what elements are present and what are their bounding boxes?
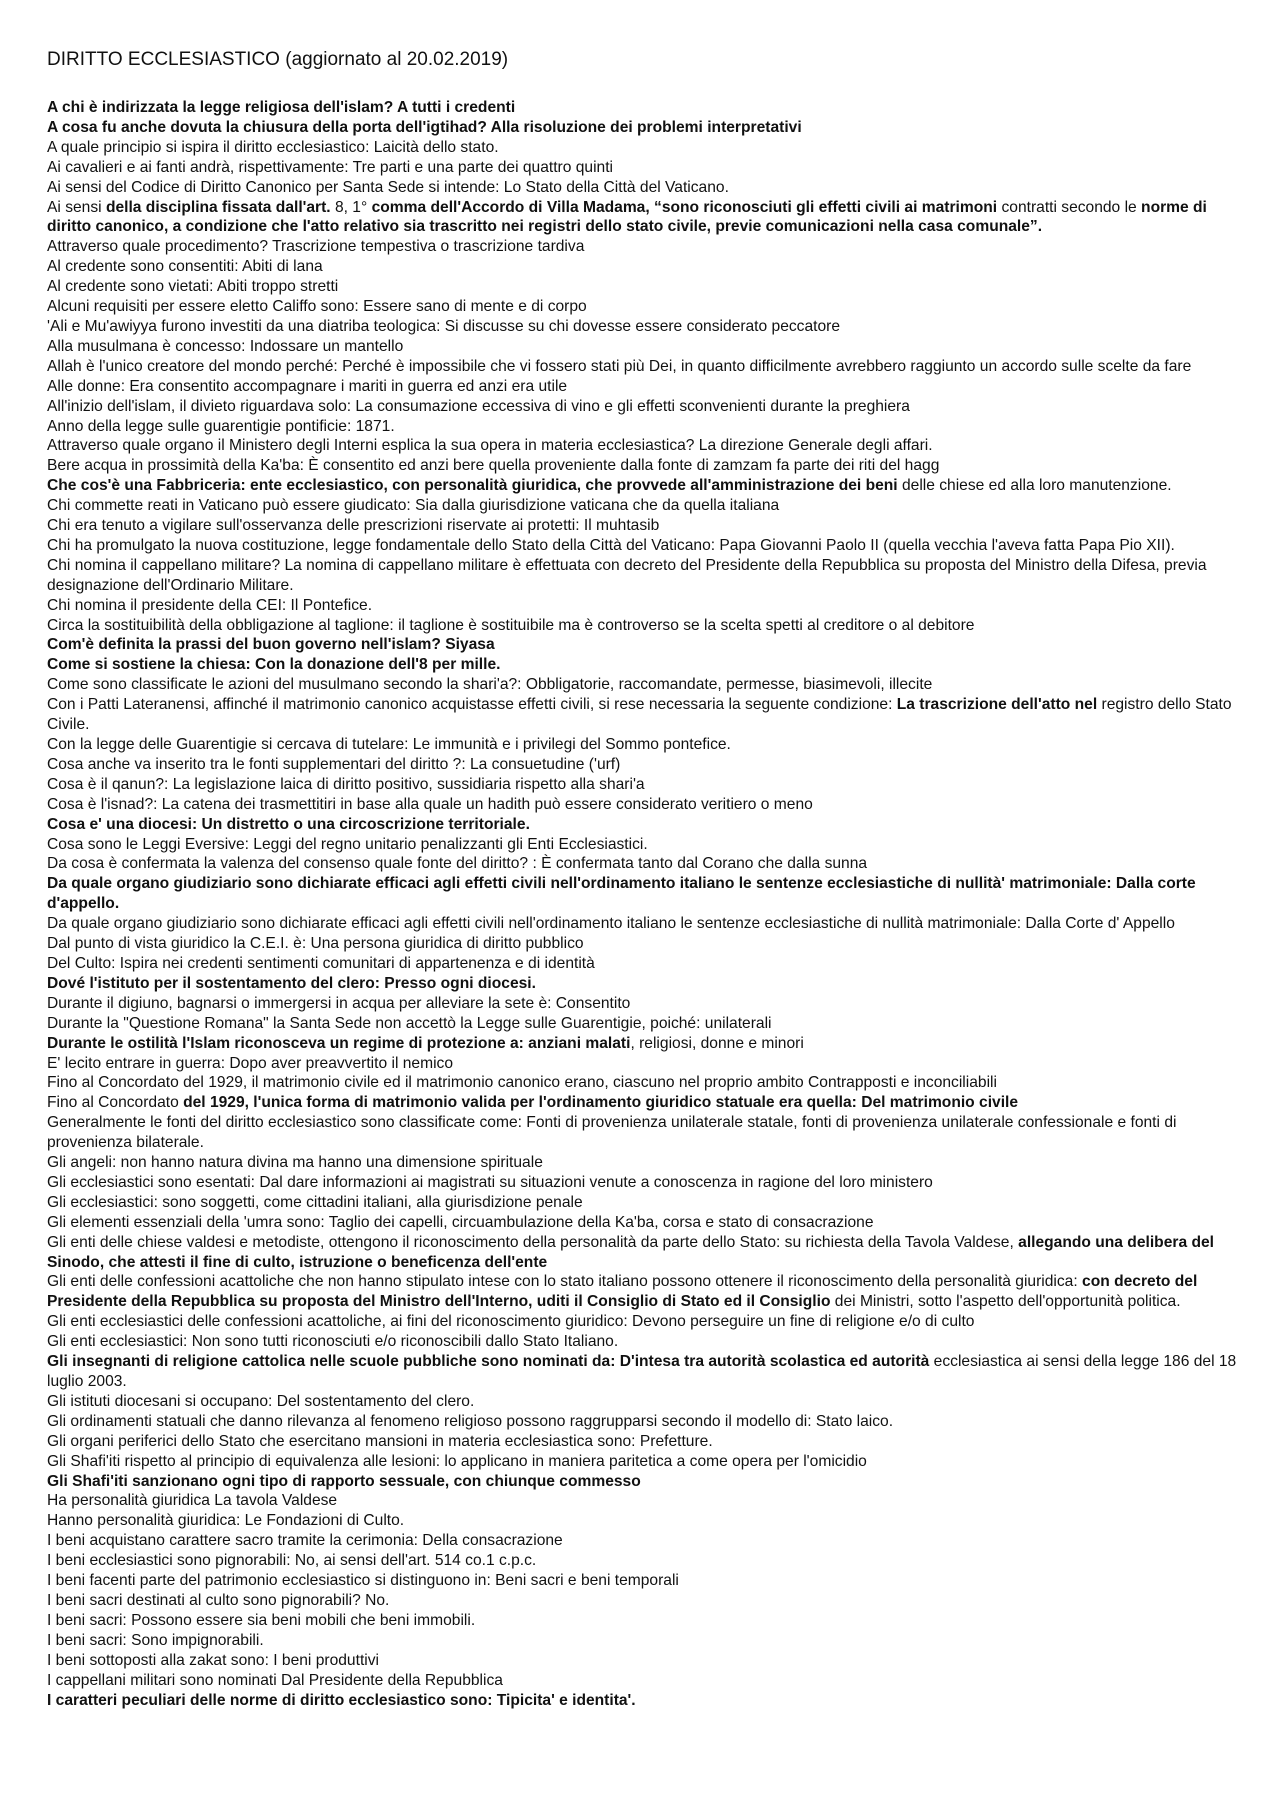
question-line	[47, 954, 1237, 974]
line-text: Chi era tenuto a vigilare sull'osservanza delle prescrizioni riservate ai protetti: Il muhtasib	[47, 517, 660, 535]
question-line	[47, 1511, 1237, 1531]
question-line	[47, 138, 1237, 158]
question-line	[47, 297, 1237, 317]
line-text: Cosa sono le Leggi Eversive: Leggi del regno unitario penalizzanti gli Enti Ecclesiastici.	[47, 835, 648, 853]
line-text: Attraverso quale procedimento? Trascrizione tempestiva o trascrizione tardiva	[47, 238, 585, 256]
question-line	[47, 914, 1237, 934]
line-text: contratti secondo le	[997, 198, 1142, 216]
question-line	[47, 775, 1237, 795]
line-text: Ai sensi	[47, 198, 106, 216]
line-text: Da quale organo giudiziario sono dichiarate efficaci agli effetti civili nell'ordinamento italiano le sentenze ecclesiastiche di nullità' matrimoniale: Dalla corte d'appello.	[47, 875, 1196, 913]
line-text: Circa la sostituibilità della obbligazione al taglione: il taglione è sostituibile ma è controverso se la scelta spetti al creditore o al debitore	[47, 616, 975, 634]
question-line	[47, 1034, 1237, 1054]
line-text: Chi commette reati in Vaticano può essere giudicato: Sia dalla giurisdizione vaticana che da quella italiana	[47, 497, 780, 515]
question-line	[47, 1173, 1237, 1193]
line-text: 'Ali e Mu'awiyya furono investiti da una diatriba teologica: Si discusse su chi dovesse essere considerato peccatore	[47, 317, 840, 335]
line-text: Cosa e' una diocesi: Un distretto o una circoscrizione territoriale.	[47, 815, 530, 833]
question-line	[47, 1531, 1237, 1551]
line-text: Come si sostiene la chiesa: Con la donazione dell'8 per mille.	[47, 656, 501, 674]
line-text: Ai cavalieri e ai fanti andrà, rispettivamente: Tre parti e una parte dei quattro quinti	[47, 158, 614, 176]
line-text: La trascrizione dell'atto nel	[896, 696, 1098, 714]
question-line	[47, 1412, 1237, 1432]
line-text: dei Ministri, sotto l'aspetto dell'opportunità politica.	[830, 1293, 1181, 1311]
line-text: Com'è definita la prassi del buon governo nell'islam? Siyasa	[47, 636, 495, 654]
question-line	[47, 476, 1237, 496]
line-text: Ai sensi del Codice di Diritto Canonico per Santa Sede si intende: Lo Stato della Città del Vaticano.	[47, 178, 729, 196]
question-line	[47, 237, 1237, 257]
question-line	[47, 1631, 1237, 1651]
question-line	[47, 655, 1237, 675]
line-text: I beni sacri: Possono essere sia beni mobili che beni immobili.	[47, 1611, 476, 1629]
line-text: Ha personalità giuridica La tavola Valdese	[47, 1492, 338, 1510]
question-line	[47, 835, 1237, 855]
line-text: Del Culto: Ispira nei credenti sentimenti comunitari di appartenenza e di identità	[47, 954, 595, 972]
question-line	[47, 795, 1237, 815]
line-text: Gli Shafi'iti sanzionano ogni tipo di rapporto sessuale, con chiunque commesso	[47, 1472, 641, 1490]
question-line	[47, 417, 1237, 437]
line-text: con decreto del Presidente della Repubblica su proposta del Ministro dell'Interno, uditi il Consiglio di Stato ed il Consiglio	[47, 1273, 1198, 1311]
question-line	[47, 1611, 1237, 1631]
question-line	[47, 755, 1237, 775]
question-line	[47, 854, 1237, 874]
line-text: Fino al Concordato del 1929, il matrimonio civile ed il matrimonio canonico erano, ciascuno nel proprio ambito Contrapposti e inconciliabili	[47, 1074, 997, 1092]
line-text: 8, 1°	[330, 198, 372, 216]
question-line	[47, 735, 1237, 755]
question-line	[47, 198, 1237, 238]
question-line	[47, 118, 1237, 138]
question-line	[47, 1014, 1237, 1034]
line-text: Gli enti ecclesiastici delle confessioni acattoliche, ai fini del riconoscimento giuridico: Devono perseguire un fine di religione e/o di culto	[47, 1313, 975, 1331]
line-text: I beni facenti parte del patrimonio ecclesiastico si distinguono in: Beni sacri e beni temporali	[47, 1572, 679, 1590]
line-text: delle chiese ed alla loro manutenzione.	[897, 477, 1172, 495]
line-text: A chi è indirizzata la legge religiosa dell'islam? A tutti i credenti	[47, 99, 516, 116]
line-text: I beni ecclesiastici sono pignorabili: No, ai sensi dell'art. 514 co.1 c.p.c.	[47, 1552, 537, 1570]
line-text: Durante le ostilità l'Islam riconosceva un regime di protezione a: anziani malati	[47, 1034, 631, 1052]
document-title: DIRITTO ECCLESIASTICO (aggiornato al 20.02.2019)	[47, 49, 509, 70]
question-line	[47, 337, 1237, 357]
line-text: , religiosi, donne e minori	[630, 1034, 804, 1052]
line-text: Cosa è il qanun?: La legislazione laica di diritto positivo, sussidiaria rispetto alla shari'a	[47, 775, 645, 793]
line-text: Al credente sono consentiti: Abiti di lana	[47, 258, 323, 276]
question-line	[47, 1551, 1237, 1571]
question-line	[47, 496, 1237, 516]
line-text: Allah è l'unico creatore del mondo perché: Perché è impossibile che vi fossero stati più Dei, in quanto difficilmente avrebbero raggiunto un accordo sulle scelte da fare	[47, 357, 1192, 375]
line-text: Da cosa è confermata la valenza del consenso quale fonte del diritto? : È confermata tanto dal Corano che dalla sunna	[47, 855, 868, 873]
line-text: A cosa fu anche dovuta la chiusura della porta dell'igtihad? Alla risoluzione dei problemi interpretativi	[47, 118, 802, 136]
question-line	[47, 436, 1237, 456]
line-text: I beni sacri: Sono impignorabili.	[47, 1631, 264, 1649]
line-text: Gli angeli: non hanno natura divina ma hanno una dimensione spirituale	[47, 1154, 543, 1172]
line-text: Al credente sono vietati: Abiti troppo stretti	[47, 278, 339, 296]
line-text: Gli enti ecclesiastici: Non sono tutti riconosciuti e/o riconoscibili dallo Stato Italiano.	[47, 1333, 619, 1351]
question-line	[47, 1691, 1237, 1711]
line-text: Bere acqua in prossimità della Ka'ba: È consentito ed anzi bere quella proveniente dalla fonte di zamzam fa parte dei riti del hagg	[47, 457, 940, 475]
question-line	[47, 456, 1237, 476]
line-text: norme di diritto canonico, a condizione che l'atto relativo sia trascritto nei registri dello stato civile, previe comunicazioni nella casa comunale”.	[47, 198, 1207, 236]
line-text: Gli organi periferici dello Stato che esercitano mansioni in materia ecclesiastica sono: Prefetture.	[47, 1432, 713, 1450]
question-line	[47, 934, 1237, 954]
question-line	[47, 357, 1237, 377]
line-text: Gli Shafi'iti rispetto al principio di equivalenza alle lesioni: lo applicano in maniera paritetica a come opera per l'omicidio	[47, 1452, 867, 1470]
question-line	[47, 98, 1237, 118]
question-line	[47, 1073, 1237, 1093]
question-line	[47, 1591, 1237, 1611]
question-line	[47, 1432, 1237, 1452]
line-text: Che cos'è una Fabbriceria: ente ecclesiastico, con personalità giuridica, che provvede all'amministrazione dei beni	[47, 477, 898, 495]
line-text: I beni acquistano carattere sacro tramite la cerimonia: Della consacrazione	[47, 1532, 563, 1550]
line-text: comma dell'Accordo di Villa Madama, “sono riconosciuti gli effetti civili ai matrimoni	[371, 198, 998, 216]
question-line	[47, 1312, 1237, 1332]
line-text: Generalmente le fonti del diritto ecclesiastico sono classificate come: Fonti di provenienza unilaterale statale, fonti di provenienza unilaterale confessionale e fonti di provenienza bilaterale.	[47, 1114, 1177, 1152]
question-line	[47, 1213, 1237, 1233]
question-line	[47, 556, 1237, 596]
line-text: Alcuni requisiti per essere eletto Califfo sono: Essere sano di mente e di corpo	[47, 298, 587, 316]
line-text: Gli ecclesiastici sono esentati: Dal dare informazioni ai magistrati su situazioni venute a conoscenza in ragione del loro ministero	[47, 1173, 933, 1191]
question-line	[47, 1452, 1237, 1472]
question-line	[47, 1193, 1237, 1213]
question-line	[47, 815, 1237, 835]
line-text: Attraverso quale organo il Ministero degli Interni esplica la sua opera in materia ecclesiastica? La direzione Generale degli affari.	[47, 437, 933, 455]
question-line	[47, 616, 1237, 636]
line-text: I cappellani militari sono nominati Dal Presidente della Repubblica	[47, 1671, 503, 1689]
line-text: Chi ha promulgato la nuova costituzione, legge fondamentale dello Stato della Città del Vaticano: Papa Giovanni Paolo II (quella vecchia l'aveva fatta Papa Pio XII).	[47, 536, 1175, 554]
line-text: I beni sacri destinati al culto sono pignorabili? No.	[47, 1591, 390, 1609]
question-line	[47, 1093, 1237, 1113]
question-line	[47, 158, 1237, 178]
question-line	[47, 397, 1237, 417]
question-line	[47, 596, 1237, 616]
line-text: All'inizio dell'islam, il divieto riguardava solo: La consumazione eccessiva di vino e gli effetti sconvenienti durante la preghiera	[47, 397, 910, 415]
line-text: Dal punto di vista giuridico la C.E.I. è: Una persona giuridica di diritto pubblico	[47, 935, 584, 953]
line-text: Da quale organo giudiziario sono dichiarate efficaci agli effetti civili nell'ordinamento italiano le sentenze ecclesiastiche di nullità matrimoniale: Dalla Corte d' Appello	[47, 915, 1175, 933]
line-text: Alla musulmana è concesso: Indossare un mantello	[47, 337, 404, 355]
question-line	[47, 1113, 1237, 1153]
question-line	[47, 994, 1237, 1014]
line-text: Gli enti delle confessioni acattoliche che non hanno stipulato intese con lo stato italiano possono ottenere il riconoscimento della personalità giuridica:	[47, 1273, 1083, 1291]
question-list	[47, 98, 1237, 1710]
line-text: I beni sottoposti alla zakat sono: I beni produttivi	[47, 1651, 379, 1669]
question-line	[47, 675, 1237, 695]
question-line	[47, 1671, 1237, 1691]
question-line	[47, 1651, 1237, 1671]
question-line	[47, 1054, 1237, 1074]
question-line	[47, 695, 1237, 735]
question-line	[47, 317, 1237, 337]
line-text: Gli insegnanti di religione cattolica nelle scuole pubbliche sono nominati da: D'intesa tra autorità scolastica ed autorità	[47, 1353, 930, 1371]
line-text: Gli ecclesiastici: sono soggetti, come cittadini italiani, alla giurisdizione penale	[47, 1193, 583, 1211]
question-line	[47, 874, 1237, 914]
line-text: Gli ordinamenti statuali che danno rilevanza al fenomeno religioso possono raggrupparsi secondo il modello di: Stato laico.	[47, 1412, 894, 1430]
question-line	[47, 635, 1237, 655]
question-line	[47, 377, 1237, 397]
question-line	[47, 1571, 1237, 1591]
question-line	[47, 277, 1237, 297]
question-line	[47, 536, 1237, 556]
question-line	[47, 1153, 1237, 1173]
line-text: Con i Patti Lateranensi, affinché il matrimonio canonico acquistasse effetti civili, si rese necessaria la seguente condizione:	[47, 696, 897, 714]
question-line	[47, 516, 1237, 536]
question-line	[47, 1352, 1237, 1392]
line-text: Gli istituti diocesani si occupano: Del sostentamento del clero.	[47, 1392, 475, 1410]
question-line	[47, 974, 1237, 994]
line-text: Chi nomina il cappellano militare? La nomina di cappellano militare è effettuata con decreto del Presidente della Repubblica su proposta del Ministro della Difesa, previa designazione dell'Ordinario Militare.	[47, 556, 1207, 594]
question-line	[47, 178, 1237, 198]
line-text: Durante la "Questione Romana" la Santa Sede non accettò la Legge sulle Guarentigie, poiché: unilaterali	[47, 1014, 772, 1032]
question-line	[47, 1272, 1237, 1312]
line-text: Dové l'istituto per il sostentamento del clero: Presso ogni diocesi.	[47, 974, 536, 992]
question-line	[47, 1472, 1237, 1492]
line-text: allegando una delibera del Sinodo, che attesti il fine di culto, istruzione o beneficenza dell'ente	[47, 1233, 1214, 1271]
line-text: Chi nomina il presidente della CEI: Il Pontefice.	[47, 596, 373, 614]
question-line	[47, 1392, 1237, 1412]
line-text: Hanno personalità giuridica: Le Fondazioni di Culto.	[47, 1512, 405, 1530]
line-text: Con la legge delle Guarentigie si cercava di tutelare: Le immunità e i privilegi del Sommo pontefice.	[47, 736, 731, 753]
line-text: registro dello Stato Civile.	[47, 696, 1232, 734]
line-text: ecclesiastica ai sensi della legge 186 del 18 luglio 2003.	[47, 1353, 1237, 1390]
line-text: I caratteri peculiari delle norme di diritto ecclesiastico sono: Tipicita' e identita'.	[47, 1691, 636, 1709]
line-text: Come sono classificate le azioni del musulmano secondo la shari'a?: Obbligatorie, raccomandate, permesse, biasimevoli, illecite	[47, 676, 933, 694]
line-text: E' lecito entrare in guerra: Dopo aver preavvertito il nemico	[47, 1054, 454, 1072]
line-text: Anno della legge sulle guarentigie pontificie: 1871.	[47, 417, 395, 435]
line-text: Alle donne: Era consentito accompagnare i mariti in guerra ed anzi era utile	[47, 377, 568, 395]
line-text: Gli elementi essenziali della 'umra sono: Taglio dei capelli, circuambulazione della Ka'ba, corsa e stato di consacrazione	[47, 1213, 874, 1231]
line-text: Gli enti delle chiese valdesi e metodiste, ottengono il riconoscimento della personalità da parte dello Stato: su richiesta della Tavola Valdese,	[47, 1233, 1019, 1251]
question-line	[47, 257, 1237, 277]
line-text: A quale principio si ispira il diritto ecclesiastico: Laicità dello stato.	[47, 138, 499, 156]
line-text: Durante il digiuno, bagnarsi o immergersi in acqua per alleviare la sete è: Consentito	[47, 994, 631, 1012]
line-text: Cosa è l'isnad?: La catena dei trasmettitiri in base alla quale un hadith può essere considerato veritiero o meno	[47, 795, 813, 813]
question-line	[47, 1233, 1237, 1273]
line-text: del 1929, l'unica forma di matrimonio valida per l'ordinamento giuridico statuale era quella: Del matrimonio civile	[183, 1094, 1019, 1112]
line-text: della disciplina fissata dall'art.	[105, 198, 331, 216]
question-line	[47, 1491, 1237, 1511]
line-text: Cosa anche va inserito tra le fonti supplementari del diritto ?: La consuetudine ('urf)	[47, 755, 621, 773]
line-text: Fino al Concordato	[47, 1094, 184, 1112]
question-line	[47, 1332, 1237, 1352]
